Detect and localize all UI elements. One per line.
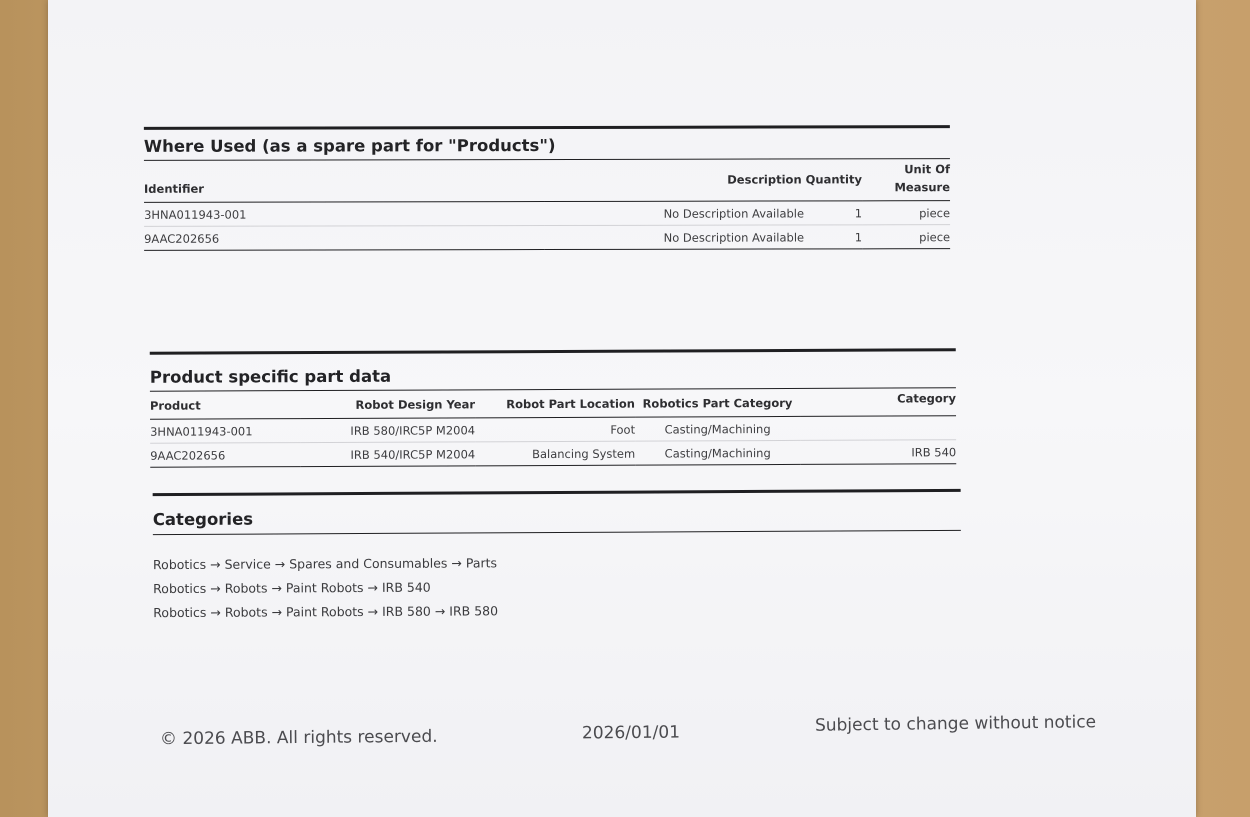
description-quantity-cell (544, 201, 862, 226)
where-used-title: Where Used (as a spare part for "Products") (143, 135, 556, 156)
description-quantity-cell (544, 225, 862, 250)
quantity-value: 1 (854, 230, 863, 245)
unit-header-line2: Measure (894, 180, 951, 195)
description-value: No Description Available (663, 230, 805, 245)
category-path: Robotics → Robots → Paint Robots → IRB 540 (153, 579, 431, 597)
unit-header-line1: Unit Of (904, 162, 950, 177)
col-robotics-part-category: Robotics Part Category (642, 395, 793, 411)
where-used-section (144, 125, 950, 251)
location-cell: Foot (475, 417, 635, 442)
table-header-row (144, 159, 950, 202)
part-data-table (150, 388, 956, 468)
product-cell: 9AAC202656 (150, 443, 300, 468)
col-product: Product (149, 398, 201, 413)
table-row (144, 201, 950, 227)
location-cell: Balancing System (475, 441, 635, 466)
col-robot-design-year: Robot Design Year (355, 397, 476, 412)
category-path: Robotics → Robots → Paint Robots → IRB 580 → IRB 580 (153, 603, 499, 621)
design-year-cell: IRB 580/IRC5P M2004 (300, 418, 475, 443)
part-category-cell: Casting/Machining (635, 416, 800, 441)
category-cell (800, 416, 956, 441)
description-value: No Description Available (663, 206, 805, 221)
footer-notice: Subject to change without notice (814, 712, 1097, 736)
footer-date: 2026/01/01 (581, 722, 681, 744)
part-data-title: Product specific part data (149, 366, 392, 387)
identifier-cell: 9AAC202656 (144, 226, 544, 251)
table-row (144, 225, 950, 251)
col-identifier: Identifier (143, 181, 204, 196)
col-unit-of-measure (862, 159, 950, 201)
quantity-value: 1 (854, 206, 863, 221)
table-header-row (150, 388, 956, 419)
design-year-cell: IRB 540/IRC5P M2004 (300, 442, 475, 467)
unit-cell: piece (862, 201, 950, 225)
identifier-cell: 3HNA011943-001 (144, 202, 544, 227)
where-used-table (144, 159, 950, 251)
col-description-quantity: Description Quantity (727, 172, 862, 187)
document-page (48, 0, 1196, 817)
col-category: Category (897, 391, 956, 406)
col-robot-part-location: Robot Part Location (506, 396, 636, 412)
categories-section (153, 489, 962, 629)
product-cell: 3HNA011943-001 (150, 419, 300, 444)
footer-copyright: © 2026 ABB. All rights reserved. (159, 726, 438, 750)
part-category-cell: Casting/Machining (635, 440, 800, 465)
unit-cell: piece (862, 225, 950, 249)
category-cell: IRB 540 (800, 440, 956, 465)
table-row (150, 440, 956, 468)
part-data-section (150, 348, 956, 468)
categories-title: Categories (152, 509, 254, 530)
category-path: Robotics → Service → Spares and Consumables → Parts (152, 555, 498, 573)
table-row (150, 416, 956, 444)
